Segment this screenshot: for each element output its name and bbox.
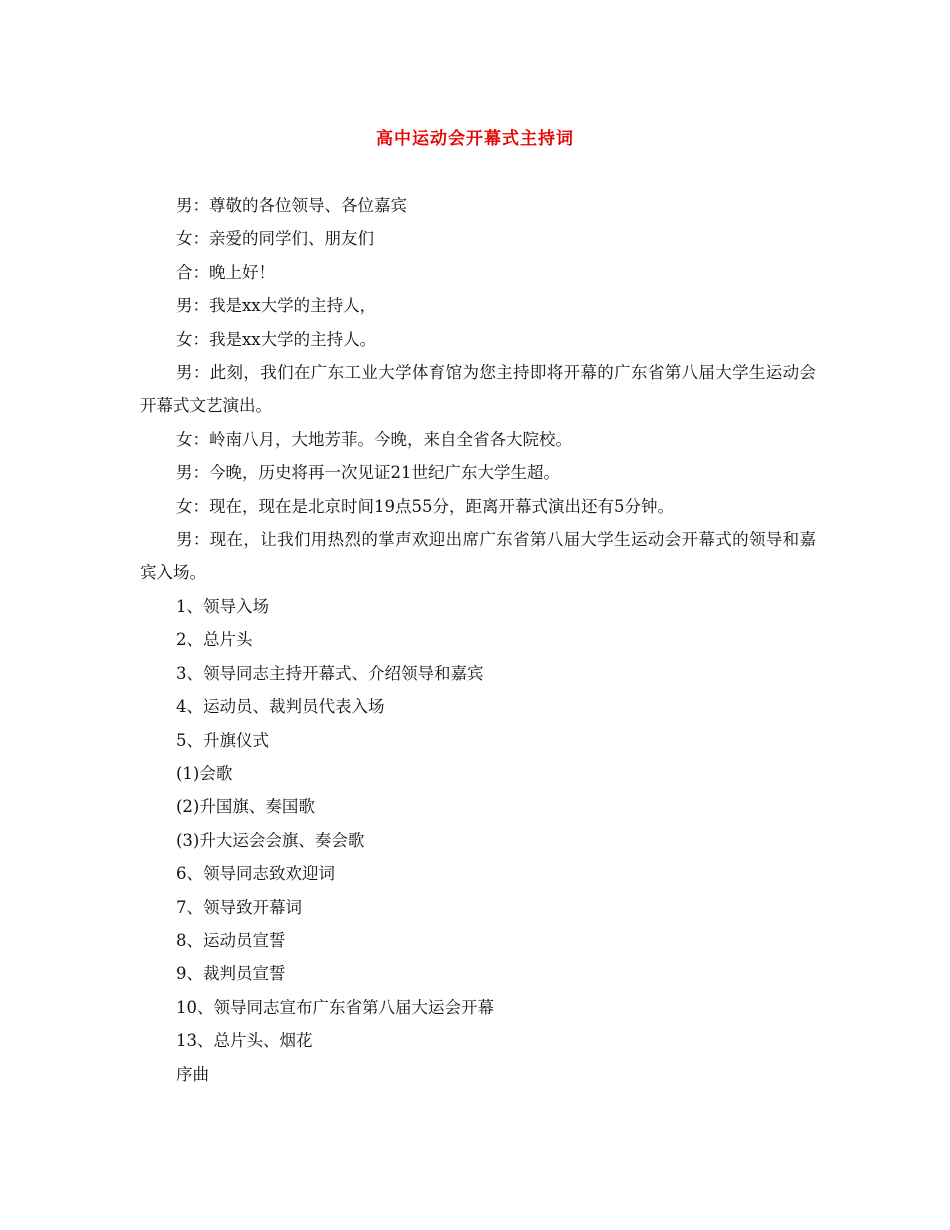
paragraph: 女：我是xx大学的主持人。 <box>176 329 377 349</box>
document-body <box>140 189 816 1091</box>
paragraph: 男：今晚，历史将再一次见证21世纪广东大学生超。 <box>176 463 560 483</box>
list-item: 3、领导同志主持开幕式、介绍领导和嘉宾 <box>176 663 484 683</box>
list-item: 序曲 <box>176 1064 209 1084</box>
list-item: 7、领导致开幕词 <box>176 897 302 917</box>
list-item: (2)升国旗、奏国歌 <box>176 797 315 817</box>
list-item: 4、运动员、裁判员代表入场 <box>176 697 385 717</box>
paragraph: 男：现在，让我们用热烈的掌声欢迎出席广东省第八届大学生运动会开幕式的领导和嘉宾入场。 <box>140 530 816 583</box>
list-item: 9、裁判员宣誓 <box>176 964 286 984</box>
paragraph: 合：晚上好！ <box>176 262 275 282</box>
list-item: (3)升大运会会旗、奏会歌 <box>176 830 365 850</box>
list-item: 8、运动员宣誓 <box>176 930 286 950</box>
list-item: 5、升旗仪式 <box>176 730 269 750</box>
list-item: 2、总片头 <box>176 630 253 650</box>
list-item: (1)会歌 <box>176 763 233 783</box>
list-item: 10、领导同志宣布广东省第八届大运会开幕 <box>176 997 494 1017</box>
list-item: 13、总片头、烟花 <box>176 1031 313 1051</box>
paragraph: 女：岭南八月，大地芳菲。今晚，来自全省各大院校。 <box>176 429 572 449</box>
paragraph: 男：我是xx大学的主持人， <box>176 296 377 316</box>
paragraph: 男：尊敬的各位领导、各位嘉宾 <box>176 196 407 215</box>
list-item: 6、领导同志致欢迎词 <box>176 864 335 884</box>
list-item: 1、领导入场 <box>176 596 269 616</box>
document-title: 高中运动会开幕式主持词 <box>376 129 574 149</box>
paragraph: 女：现在，现在是北京时间19点55分，距离开幕式演出还有5分钟。 <box>176 496 674 516</box>
paragraph: 男：此刻，我们在广东工业大学体育馆为您主持即将开幕的广东省第八届大学生运动会开幕式文艺演出。 <box>140 363 816 416</box>
paragraph: 女：亲爱的同学们、朋友们 <box>176 229 374 249</box>
